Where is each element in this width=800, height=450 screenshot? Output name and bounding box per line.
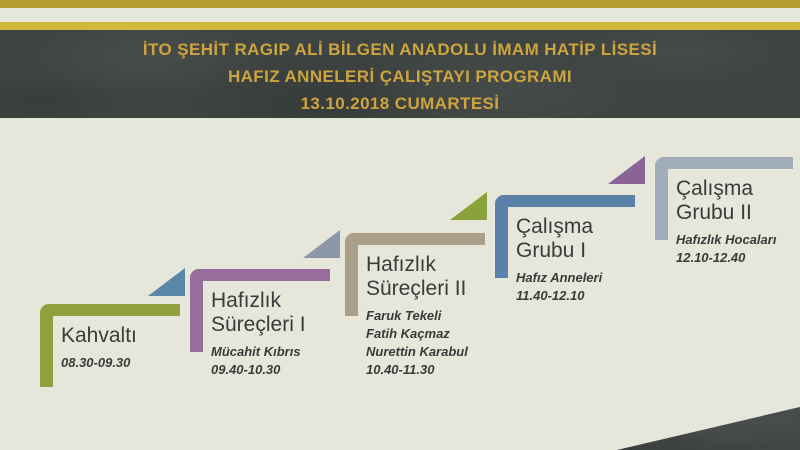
slide-header [0, 30, 800, 118]
corner-wedge-decoration [617, 407, 800, 450]
step-person: Mücahit Kıbrıs [211, 344, 301, 359]
step-person: Fatih Kaçmaz [366, 326, 450, 341]
gold-divider-bar [0, 22, 800, 30]
slide-title-line-1: İTO ŞEHİT RAGIP ALİ BİLGEN ANADOLU İMAM HATİP LİSESİ [142, 40, 658, 59]
step-time: 11.40-12.10 [516, 288, 585, 303]
step-details [676, 231, 800, 267]
step-1-kahvalti [40, 304, 180, 387]
step-title-line: Süreçleri II [366, 277, 467, 300]
top-gold-strip [0, 0, 800, 8]
slide-title-line-3: 13.10.2018 CUMARTESİ [300, 94, 500, 113]
step-text-block [516, 215, 674, 305]
step-time: 12.10-12.40 [676, 250, 746, 265]
step-title-line: Hafızlık [366, 253, 437, 276]
step-3-hafizlik-surecleri-2 [345, 233, 485, 377]
step-time: 09.40-10.30 [211, 362, 281, 377]
step-details [61, 354, 219, 372]
step-triangle-icon [148, 268, 185, 296]
step-person: Nurettin Karabul [366, 344, 468, 359]
step-text-block [676, 177, 800, 267]
step-title-line: Grubu I [516, 239, 587, 262]
step-title-line: Grubu II [676, 201, 752, 224]
step-title-line: Çalışma [516, 215, 594, 238]
step-triangle-icon [450, 192, 487, 220]
step-title: Kahvaltı [61, 324, 137, 347]
step-title-line: Hafızlık [211, 289, 282, 312]
step-time: 10.40-11.30 [366, 362, 435, 377]
step-2-hafizlik-surecleri-1 [190, 269, 330, 377]
slide-title-line-2: HAFIZ ANNELERİ ÇALIŞTAYI PROGRAMI [227, 67, 573, 86]
step-person: Hafızlık Hocaları [676, 232, 777, 247]
step-5-calisma-grubu-2 [655, 157, 793, 265]
step-triangle-icon [608, 156, 645, 184]
step-title-line: Çalışma [676, 177, 754, 200]
step-title [516, 215, 674, 263]
step-triangle-icon [303, 230, 340, 258]
step-details [211, 343, 369, 379]
step-title [676, 177, 800, 225]
step-title-line: Süreçleri I [211, 313, 306, 336]
step-4-calisma-grubu-1 [495, 195, 635, 303]
step-person: Faruk Tekeli [366, 308, 442, 323]
step-person: Hafız Anneleri [516, 270, 603, 285]
step-details [366, 307, 524, 379]
step-time: 08.30-09.30 [61, 355, 131, 370]
step-details [516, 269, 674, 305]
